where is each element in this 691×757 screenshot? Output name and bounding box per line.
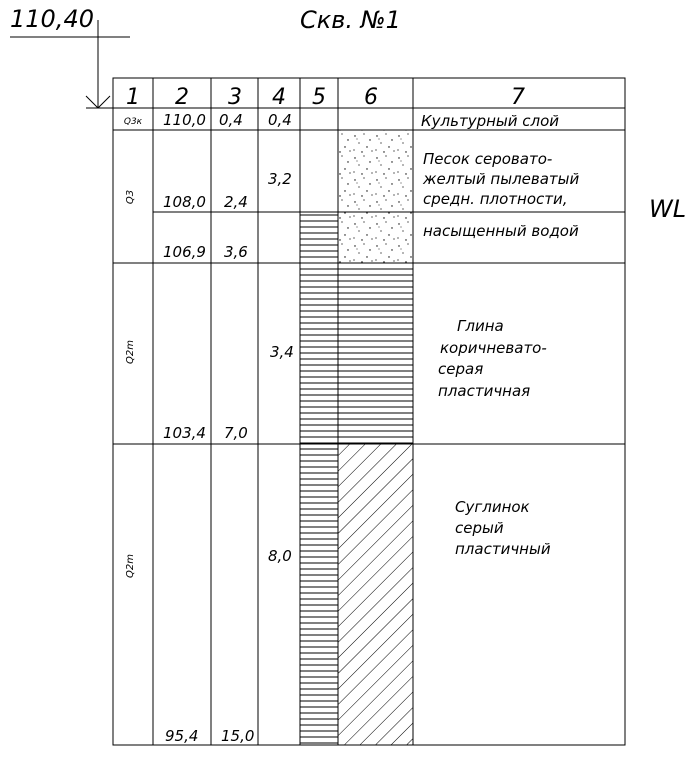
age-index: Q2m <box>125 340 136 364</box>
elevation-cell: 106,9 <box>163 243 206 261</box>
description-line: серый <box>455 519 504 537</box>
elevation-cell: 110,0 <box>163 111 206 129</box>
depth-cell: 7,0 <box>224 424 248 442</box>
description-line: насыщенный водой <box>423 222 579 240</box>
col5-clay-hatch <box>300 212 338 745</box>
column-header: 4 <box>272 85 286 110</box>
water-level-label: WL <box>649 195 687 223</box>
description-line: пластичный <box>455 540 551 558</box>
arrow-right-icon <box>98 96 110 108</box>
elevation-cell: 103,4 <box>163 424 206 442</box>
description-line: Суглинок <box>455 498 530 516</box>
col6-clay-hatch <box>338 263 413 444</box>
description-line: коричневато- <box>440 339 547 357</box>
description-line: желтый пылеватый <box>423 170 580 188</box>
arrow-left-icon <box>86 96 98 108</box>
elevation-cell: 108,0 <box>163 193 206 211</box>
title: Скв. №1 <box>300 6 401 34</box>
column-header: 6 <box>364 85 378 110</box>
thickness-cell: 3,2 <box>268 170 292 188</box>
age-index: Q2m <box>125 554 136 578</box>
age-index: Q3к <box>123 117 143 127</box>
depth-cell: 15,0 <box>221 727 255 745</box>
description-line: Культурный слой <box>421 112 560 130</box>
description-line: серая <box>438 360 484 378</box>
depth-cell: 3,6 <box>224 243 248 261</box>
col6-sand-fill <box>338 130 413 263</box>
age-index: Q3 <box>125 189 136 205</box>
thickness-cell: 0,4 <box>268 111 292 129</box>
column-header: 5 <box>312 85 326 110</box>
elevation-cell: 95,4 <box>165 727 199 745</box>
elevation-label: 110,40 <box>10 5 94 33</box>
depth-cell: 0,4 <box>219 111 243 129</box>
description-line: средн. плотности, <box>423 190 568 208</box>
column-header: 2 <box>175 85 189 110</box>
col6-loam-hatch <box>338 444 413 745</box>
column-header: 1 <box>126 85 140 110</box>
column-header: 3 <box>228 85 242 110</box>
thickness-cell: 3,4 <box>270 343 294 361</box>
column-header: 7 <box>511 85 525 110</box>
description-line: Песок сероватo- <box>423 150 553 168</box>
description-line: Глина <box>457 317 504 335</box>
thickness-cell: 8,0 <box>268 547 292 565</box>
description-line: пластичная <box>438 382 531 400</box>
depth-cell: 2,4 <box>224 193 248 211</box>
